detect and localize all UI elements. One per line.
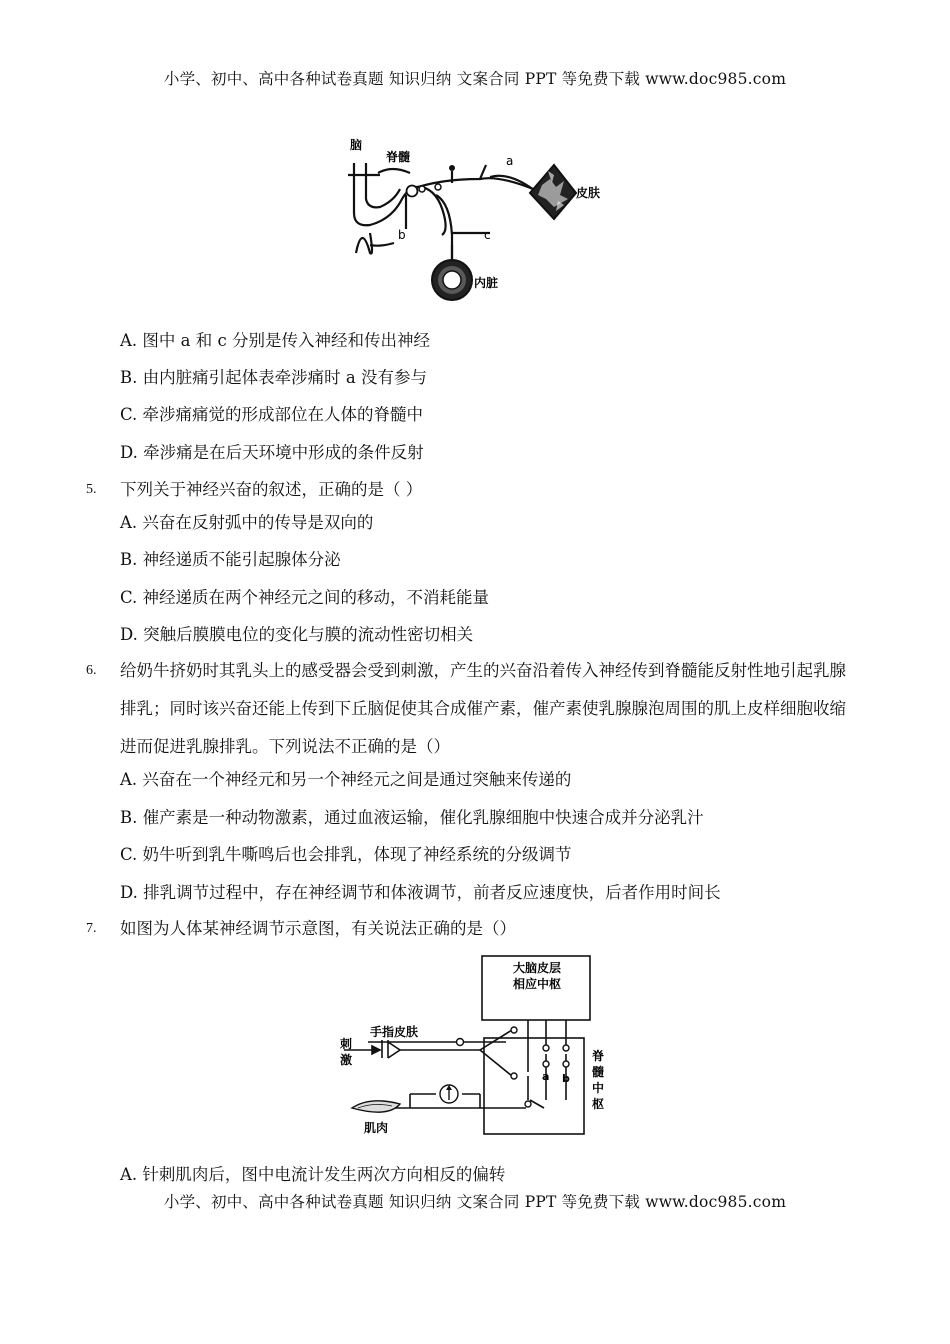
q5-option-b: B. 神经递质不能引起腺体分泌 [120, 550, 341, 569]
label-cortex-1: 大脑皮层 [513, 961, 562, 975]
page-header: 小学、初中、高中各种试卷真题 知识归纳 文案合同 PPT 等免费下载 www.doc985.com [163, 70, 787, 88]
viscera-shape [432, 245, 472, 300]
q4-option-a: A. 图中 a 和 c 分别是传入神经和传出神经 [120, 331, 430, 350]
label-spinal-center-3: 中 [592, 1081, 605, 1095]
figure-referred-pain-diagram [340, 135, 620, 305]
q6-option-d: D. 排乳调节过程中，存在神经调节和体液调节，前者反应速度快，后者作用时间长 [120, 883, 721, 902]
q4-option-c: C. 牵涉痛痛觉的形成部位在人体的脊髓中 [120, 405, 424, 424]
q6-option-c: C. 奶牛听到乳牛嘶鸣后也会排乳，体现了神经系统的分级调节 [120, 845, 572, 864]
muscle-shape [352, 1101, 400, 1112]
q6-stem-line-2: 排乳；同时该兴奋还能上传到下丘脑促使其合成催产素，催产素使乳腺腺泡周围的肌上皮样细胞收缩 [120, 699, 846, 718]
label-spinal-center-1: 脊 [592, 1049, 605, 1063]
label-viscera: 内脏 [474, 276, 499, 290]
q6-option-a: A. 兴奋在一个神经元和另一个神经元之间是通过突触来传递的 [120, 770, 572, 789]
skin-shape [530, 165, 576, 219]
q7-option-a: A. 针刺肌肉后，图中电流计发生两次方向相反的偏转 [120, 1165, 506, 1184]
label-spinal-center-4: 枢 [592, 1097, 605, 1111]
label-b: b [562, 1072, 570, 1085]
label-finger-skin: 手指皮肤 [370, 1025, 419, 1039]
label-skin: 皮肤 [576, 186, 601, 200]
q6-stem-line-1: 给奶牛挤奶时其乳头上的感受器会受到刺激，产生的兴奋沿着传入神经传到脊髓能反射性地引起乳腺 [120, 661, 846, 680]
label-muscle: 肌肉 [364, 1121, 389, 1135]
page-footer: 小学、初中、高中各种试卷真题 知识归纳 文案合同 PPT 等免费下载 www.doc985.com [163, 1193, 787, 1211]
q7-number: 7. [86, 921, 97, 936]
q5-number: 5. [86, 482, 97, 497]
label-spinal-center-2: 髓 [592, 1065, 605, 1079]
figure-reflex-circuit-diagram [330, 950, 620, 1140]
q4-option-d: D. 牵涉痛是在后天环境中形成的条件反射 [120, 443, 424, 462]
label-b: b [398, 228, 406, 242]
q4-option-b: B. 由内脏痛引起体表牵涉痛时 a 没有参与 [120, 368, 427, 387]
q5-option-d: D. 突触后膜膜电位的变化与膜的流动性密切相关 [120, 625, 474, 644]
label-spinal-cord: 脊髓 [386, 150, 411, 164]
label-stimulus-1: 刺 [340, 1037, 353, 1051]
q5-option-a: A. 兴奋在反射弧中的传导是双向的 [120, 513, 374, 532]
label-a: a [506, 154, 514, 168]
q6-number: 6. [86, 663, 97, 678]
label-stimulus-2: 激 [340, 1053, 353, 1067]
label-brain: 脑 [350, 138, 363, 152]
label-a: a [542, 1070, 550, 1083]
label-c: c [484, 228, 491, 242]
q7-stem: 如图为人体某神经调节示意图，有关说法正确的是（） [120, 919, 516, 938]
label-cortex-2: 相应中枢 [513, 977, 562, 991]
q5-stem: 下列关于神经兴奋的叙述，正确的是（ ） [120, 480, 423, 499]
q6-option-b: B. 催产素是一种动物激素，通过血液运输，催化乳腺细胞中快速合成并分泌乳汁 [120, 808, 704, 827]
q5-option-c: C. 神经递质在两个神经元之间的移动，不消耗能量 [120, 588, 490, 607]
q6-stem-line-3: 进而促进乳腺排乳。下列说法不正确的是（） [120, 737, 450, 756]
